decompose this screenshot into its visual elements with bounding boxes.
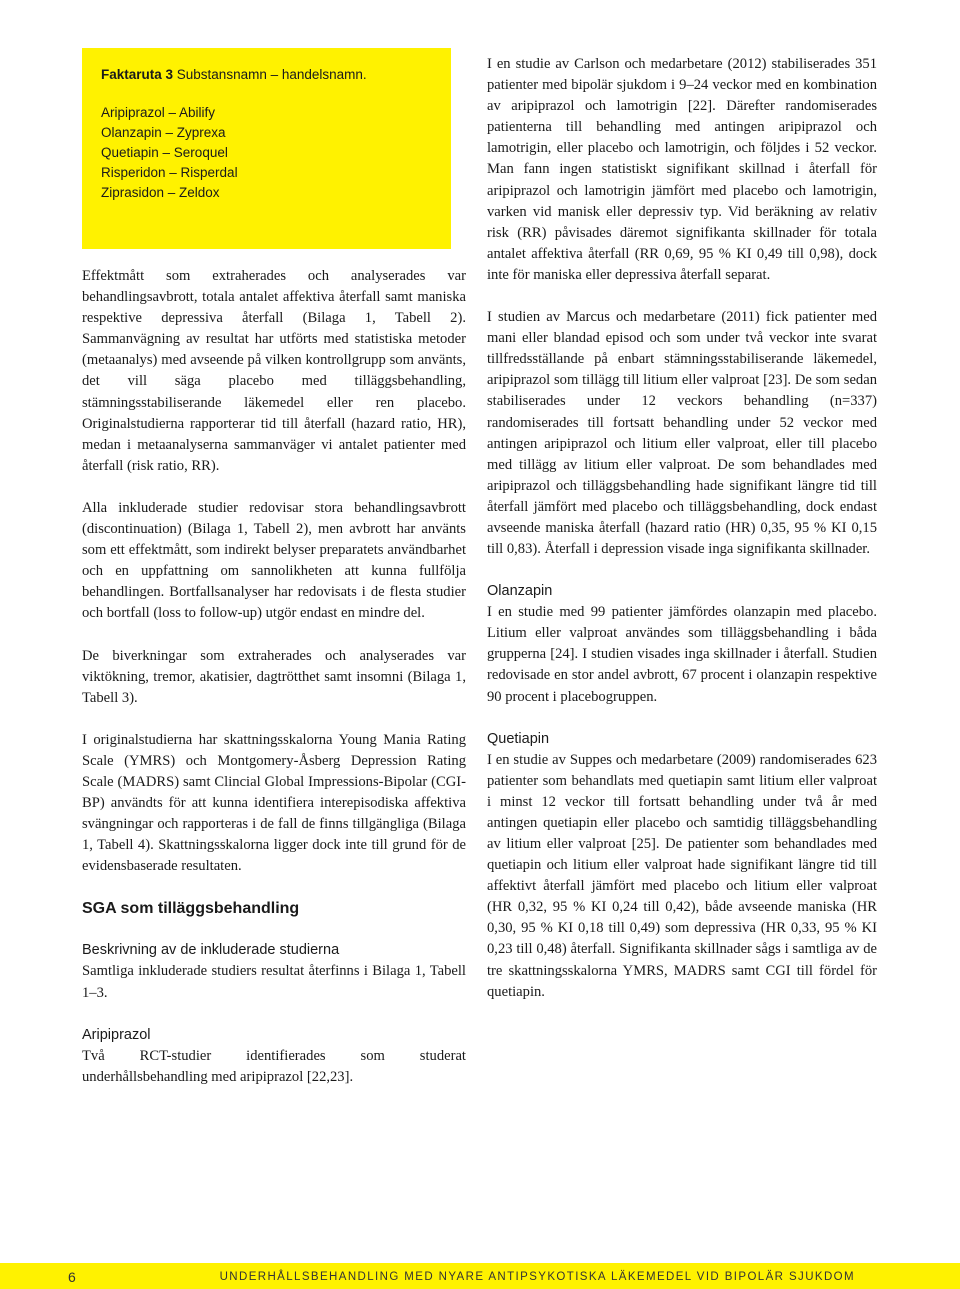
fact-box-item: Risperidon – Risperdal [101, 165, 238, 180]
paragraph-effektmatt: Effektmått som extraherades och analyserades var behandlingsavbrott, totala antalet affektiva återfall samt maniska respektive depressiva återfall (Bilaga 1, Tabell 2). Sammanvägning av resultat har utförts med statistiska metoder (metaanalys) med avseende på vilken kontrollgrupp som använts, det vill säga placebo med tilläggsbehandling, stämningsstabiliserande läkemedel eller ren placebo. Originalstudierna rapporterar tid till återfall (hazard ratio, HR), medan i metaanalyserna sammanväger vi antalet patienter med återfall (risk ratio, RR). [82, 268, 466, 474]
subheading-beskrivning: Beskrivning av de inkluderade studierna [82, 942, 340, 959]
paragraph-carlson: I en studie av Carlson och medarbetare (2012) stabiliserades 351 patienter med bipolär sjukdom i 9–24 veckor med en kombination av aripiprazol och lamotrigin [22]. Därefter randomiserades patienterna till behandling med antingen aripiprazol och lamotrigin, eller placebo och lamotrigin, och följdes i 52 veckor. Man fann ingen statistiskt signifikant skillnad i återfall för aripiprazol och lamotrigin jämfört med placebo och lamotrigin, varken vid manisk eller depressiv typ. Vid beräkning av relativ risk (RR) påvisades däremot signifikanta skillnader för totala antalet affektiva återfall (RR 0,69, 95 % KI 0,49 till 0,98), dock inte för maniska eller depressiva återfall separat. [487, 56, 877, 283]
running-footer-title: UNDERHÅLLSBEHANDLING MED NYARE ANTIPSYKOTISKA LÄKEMEDEL VID BIPOLÄR SJUKDOM [219, 1271, 855, 1283]
paragraph-skattningsskalor: I originalstudierna har skattningsskalorna Young Mania Rating Scale (YMRS) och Montgomery-Åsberg Depression Rating Scale (MADRS) samt Clincial Global Impressions-Bipolar (CGI-BP) användts för att kunna identifiera interepisodiska affektiva svängningar och rapporteras i de fall de finns tillgängliga (Bilaga 1, Tabell 4). Skattningsskalorna ligger dock inte till grund för de evidensbaserade resultaten. [82, 731, 466, 875]
subheading-olanzapin: Olanzapin [487, 583, 553, 600]
right-column [487, 54, 877, 1003]
subheading-aripiprazol: Aripiprazol [82, 1026, 151, 1043]
left-column [82, 266, 466, 1088]
fact-box-heading [101, 65, 451, 85]
fact-box-item: Aripiprazol – Abilify [101, 105, 216, 120]
fact-box-title: Substansnamn – handelsnamn. [173, 67, 367, 82]
fact-box [82, 48, 451, 249]
paragraph-quetiapin: I en studie av Suppes och medarbetare (2009) randomiserades 623 patienter som behandlats med quetiapin samt litium eller valproat i minst 12 veckor till fortsatt behandling under två år med antingen quetiapin eller placebo och samtidig tilläggsbehandling av litium eller valproat [25]. De patienter som behandlades med quetiapin och litium eller valproat hade signifikant längre tid till affektivt återfall jämfört med placebo och litium eller valproat (HR 0,32, 95 % KI 0,24 till 0,42), både avseende maniska (HR 0,30, 95 % KI 0,18 till 0,49) som depressiva (HR 0,33, 95 % KI 0,23 till 0,48) återfall. Signifikanta skillnader sågs i samtliga av de tre skattningsskalorna YMRS, MADRS samt CGI till fördel för quetiapin. [487, 751, 877, 1000]
fact-box-item: Quetiapin – Seroquel [101, 145, 228, 160]
paragraph-marcus: I studien av Marcus och medarbetare (2011) fick patienter med mani eller blandad episod och som under två veckor inte svarat tillfredsställande på enbart stämningsstabiliserande läkemedel, aripiprazol som tillägg till litium eller valproat [23]. De som sedan stabiliserades under 12 veckors behandling (n=337) randomiserades till fortsatt behandling under 52 veckor med antingen aripiprazol och litium eller valproat, eller till placebo med tillägg av litium eller valproat. De som behandlades med aripiprazol och tilläggsbehandling hade signifikant längre tid till återfall jämfört med placebo och tilläggsbehandling, dock endast avseende maniska återfall (hazard ratio (HR) 0,35, 95 % KI 0,15 till 0,83). Återfall i depression visade inga signifikanta skillnader. [487, 309, 877, 558]
paragraph-aripiprazol: Två RCT-studier identifierades som studerat underhållsbehandling med aripiprazol [22,23]. [82, 1047, 466, 1085]
fact-box-item: Olanzapin – Zyprexa [101, 125, 226, 140]
paragraph-olanzapin: I en studie med 99 patienter jämfördes olanzapin med placebo. Litium eller valproat användes som tilläggsbehandling i båda grupperna [24]. I studien visades inga skillnader i återfall. Studien redovisade en stor andel avbrott, 67 procent i olanzapin respektive 90 procent i placebogruppen. [487, 604, 877, 705]
paragraph-behandlingsavbrott: Alla inkluderade studier redovisar stora behandlingsavbrott (discontinuation) (Bilaga 1, Tabell 2), men avbrott har använts som ett effektmått, som indirekt belyser preparatets användbarhet och en uppfattning om sannolikheten att kunna fullfölja behandlingen. Bortfallsanalyser har redovisats i de flesta studier och bortfall (loss to follow-up) utgör endast en mindre del. [82, 499, 466, 622]
page-number: 6 [68, 1269, 76, 1285]
section-heading: SGA som tilläggsbehandling [82, 900, 300, 918]
fact-box-label: Faktaruta 3 [101, 67, 174, 82]
paragraph-samtliga: Samtliga inkluderade studiers resultat återfinns i Bilaga 1, Tabell 1–3. [82, 963, 466, 1001]
paragraph-biverkningar: De biverkningar som extraherades och analyserades var viktökning, tremor, akatisier, dagtrötthet samt insomni (Bilaga 1, Tabell 3). [82, 647, 466, 706]
subheading-quetiapin: Quetiapin [487, 730, 550, 747]
fact-box-item: Ziprasidon – Zeldox [101, 185, 220, 200]
